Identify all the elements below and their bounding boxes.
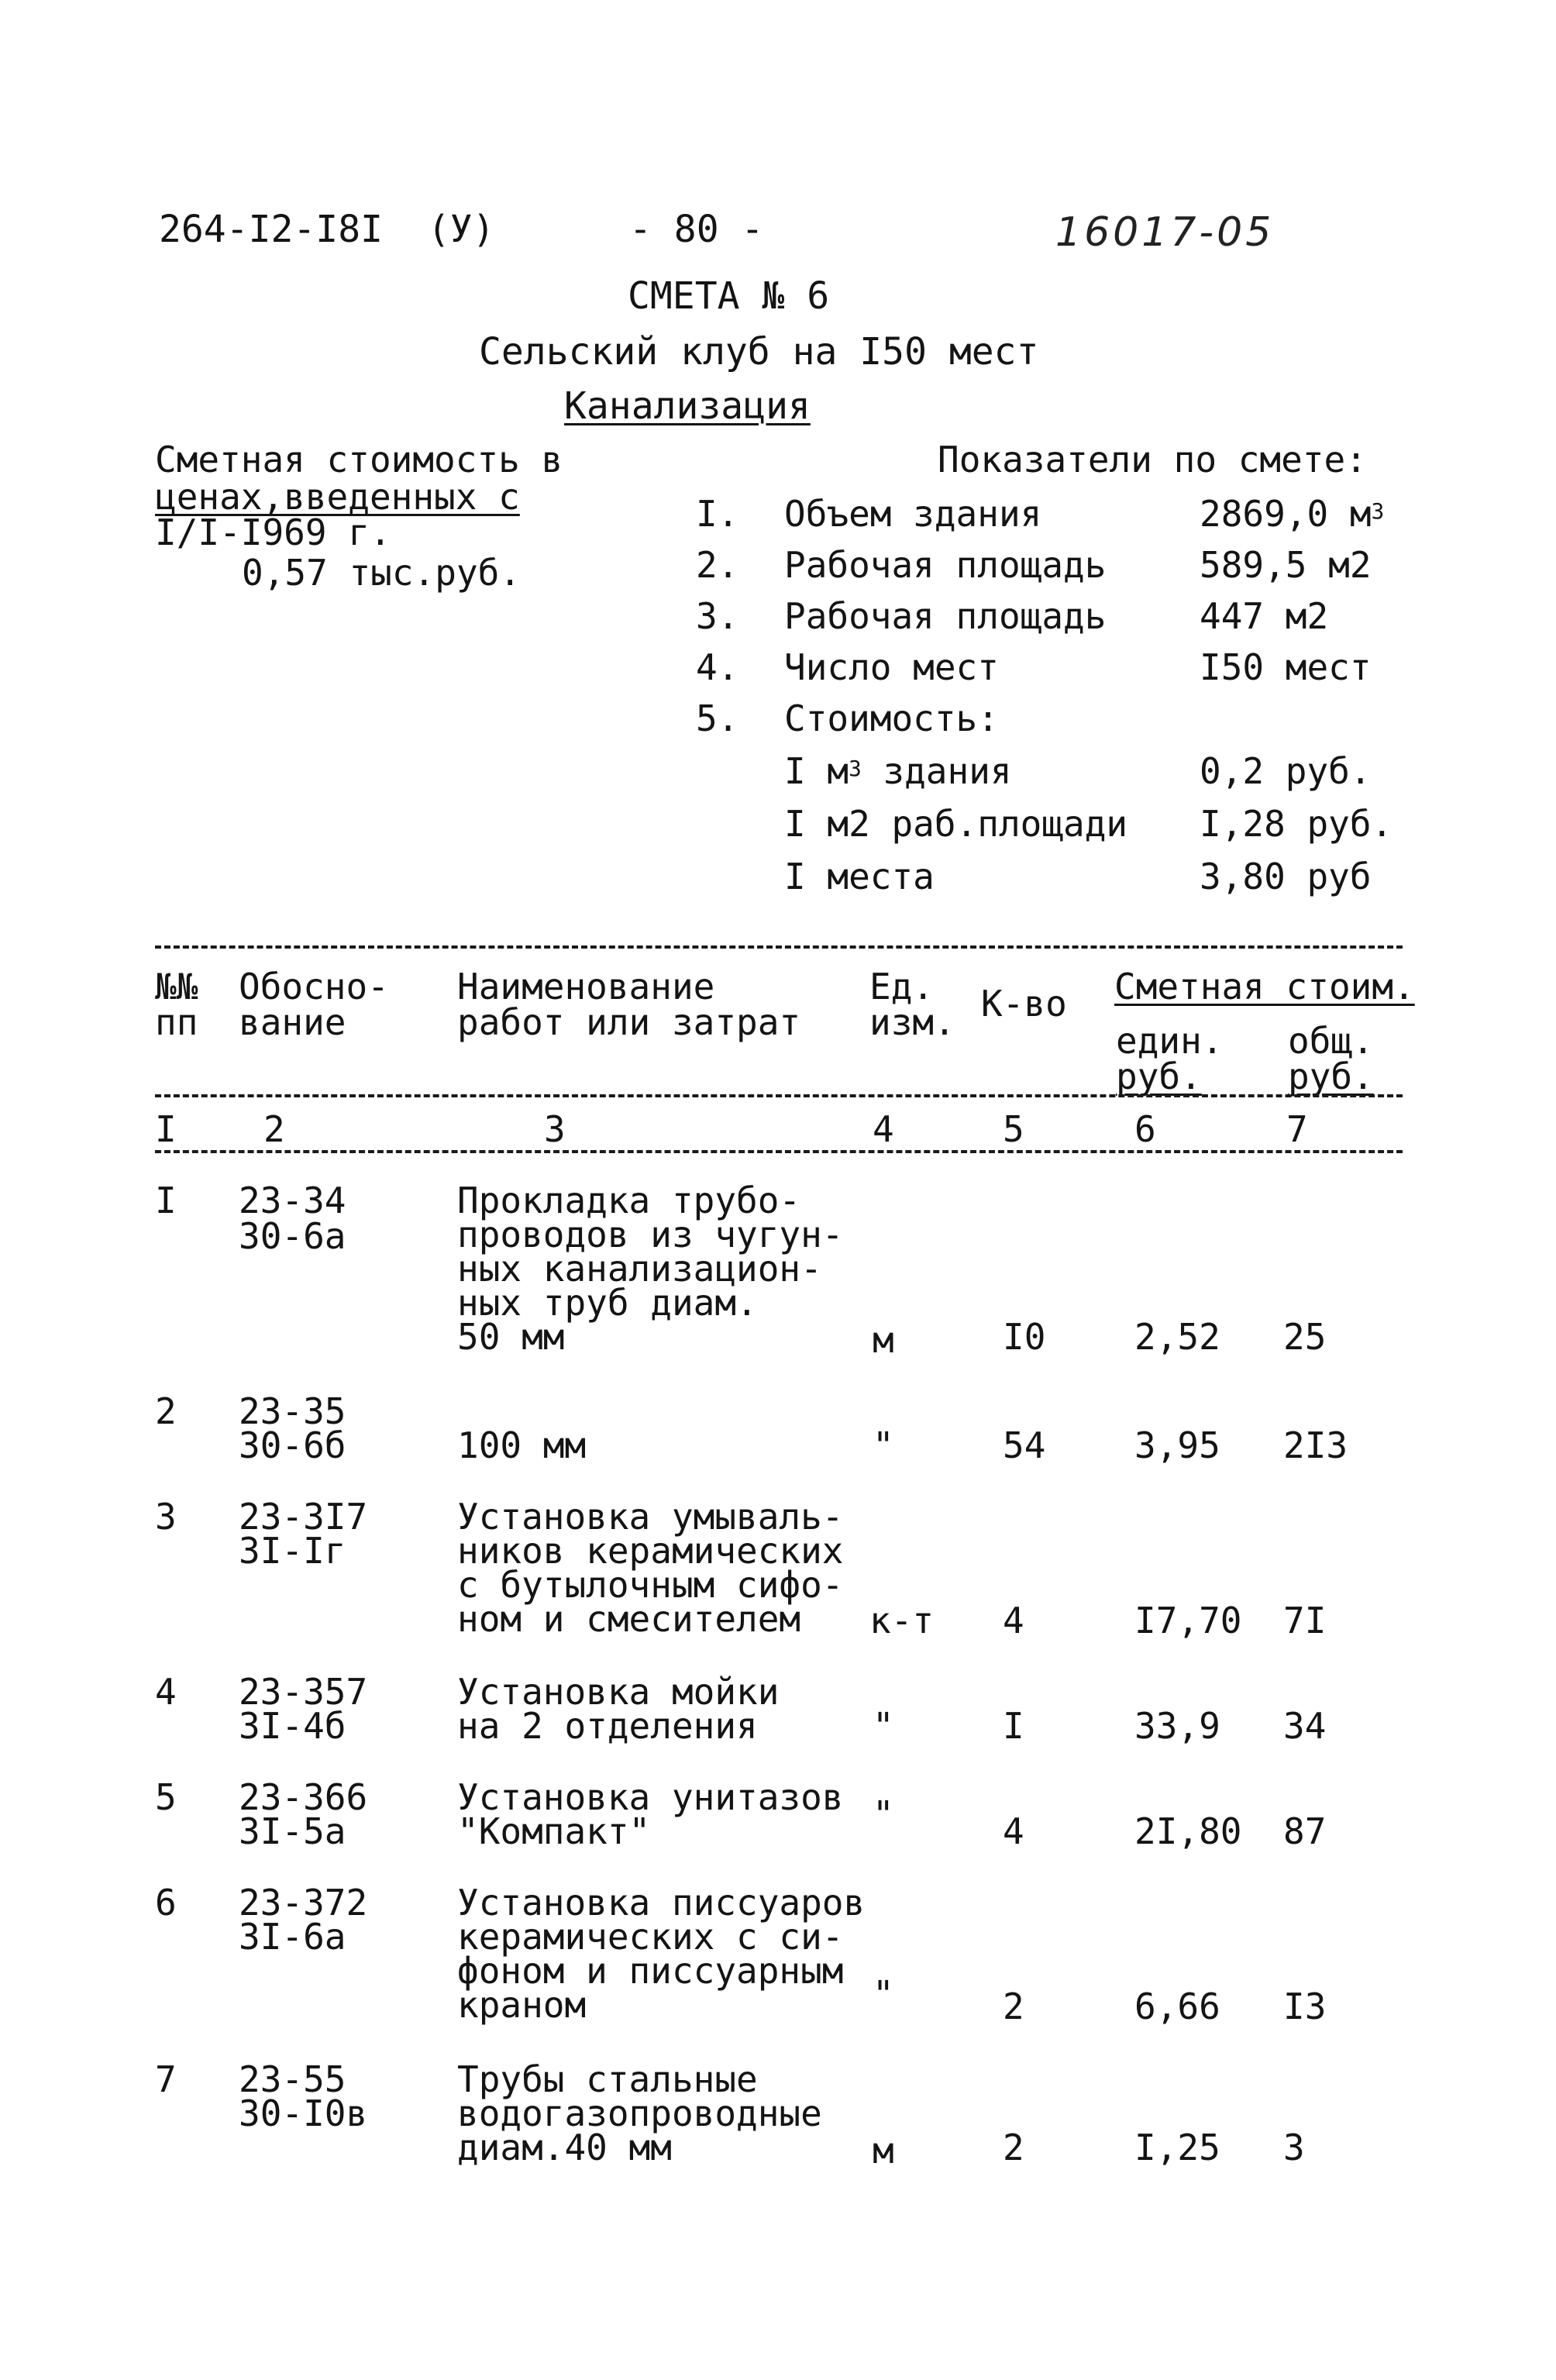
indicator-value: 589,5 м2 bbox=[1200, 544, 1372, 586]
row-desc: водогазопроводные bbox=[457, 2092, 822, 2134]
row-desc: Установка писсуаров bbox=[457, 1882, 866, 1924]
row-code-sub: 3I-5а bbox=[239, 1810, 346, 1852]
indicator-sub-value: 0,2 руб. bbox=[1200, 750, 1372, 792]
row-code-sub: 30-6а bbox=[239, 1215, 346, 1257]
row-qty: I0 bbox=[1003, 1316, 1046, 1358]
row-code: 23-34 bbox=[239, 1180, 346, 1221]
section-title: Канализация bbox=[564, 384, 811, 428]
indicator-sub-value: 3,80 руб bbox=[1200, 856, 1372, 897]
estimate-cost-line1: Сметная стоимость в bbox=[155, 439, 563, 480]
col-number: 5 bbox=[1003, 1108, 1024, 1150]
row-number: 6 bbox=[155, 1882, 177, 1924]
row-desc: Установка умываль- bbox=[457, 1496, 844, 1538]
row-qty: I bbox=[1003, 1705, 1024, 1747]
row-desc: 100 мм bbox=[457, 1424, 587, 1466]
indicator-label: Число мест bbox=[784, 646, 999, 688]
row-desc: Установка мойки bbox=[457, 1671, 780, 1713]
col7-header: общ. bbox=[1288, 1020, 1374, 1062]
indicator-sub-label: I $м^3$ здания bbox=[784, 750, 1012, 792]
row-unit-price: 2I,80 bbox=[1134, 1810, 1242, 1852]
col-number: 3 bbox=[544, 1108, 566, 1150]
indicator-num: 2. bbox=[696, 544, 739, 586]
table-header-rule bbox=[155, 1094, 1403, 1097]
row-unit: м bbox=[873, 2130, 894, 2172]
indicator-label: Объем здания bbox=[784, 493, 1042, 535]
row-desc: на 2 отделения bbox=[457, 1705, 758, 1747]
indicator-label: Стоимость: bbox=[784, 697, 999, 739]
row-unit: " bbox=[873, 1424, 894, 1466]
col4-header: Ед. bbox=[869, 966, 935, 1007]
row-total: 3 bbox=[1283, 2127, 1305, 2168]
row-code: 23-3I7 bbox=[239, 1496, 368, 1538]
row-qty: 54 bbox=[1003, 1424, 1046, 1466]
col-number-rule bbox=[155, 1150, 1403, 1153]
col3-header: Наименование bbox=[457, 966, 715, 1007]
row-number: I bbox=[155, 1180, 177, 1221]
row-number: 4 bbox=[155, 1671, 177, 1713]
row-code: 23-372 bbox=[239, 1882, 368, 1924]
col-number: I bbox=[155, 1108, 177, 1150]
row-unit: " bbox=[873, 1793, 894, 1835]
indicator-num: 4. bbox=[696, 646, 739, 688]
row-desc: "Компакт" bbox=[457, 1810, 651, 1852]
row-code-sub: 3I-4б bbox=[239, 1705, 346, 1747]
indicator-label: Рабочая площадь bbox=[784, 544, 1107, 586]
row-desc: проводов из чугун- bbox=[457, 1214, 844, 1255]
indicator-num: 5. bbox=[696, 697, 739, 739]
row-total: 25 bbox=[1283, 1316, 1327, 1358]
row-desc: краном bbox=[457, 1984, 587, 2026]
row-desc: 50 мм bbox=[457, 1316, 565, 1358]
col6-header: един. bbox=[1116, 1020, 1224, 1062]
page-number: - 80 - bbox=[629, 208, 764, 251]
indicator-value: 447 м2 bbox=[1200, 595, 1329, 637]
row-desc: Установка унитазов bbox=[457, 1776, 844, 1818]
row-desc: Трубы стальные bbox=[457, 2058, 758, 2100]
row-total: 87 bbox=[1283, 1810, 1327, 1852]
col3-header-sub: работ или затрат bbox=[457, 1001, 801, 1043]
row-total: 2I3 bbox=[1283, 1424, 1348, 1466]
row-unit: м bbox=[873, 1319, 894, 1361]
col-number: 6 bbox=[1134, 1108, 1156, 1150]
row-qty: 2 bbox=[1003, 2127, 1024, 2168]
col1-header-sub: пп bbox=[155, 1001, 198, 1043]
row-desc: ных канализацион- bbox=[457, 1248, 822, 1290]
row-number: 3 bbox=[155, 1496, 177, 1538]
row-total: 7I bbox=[1283, 1600, 1327, 1641]
row-code-sub: 30-6б bbox=[239, 1424, 346, 1466]
row-unit: " bbox=[873, 1705, 894, 1747]
indicator-sub-label: I места bbox=[784, 856, 935, 897]
col67-header: Сметная стоим. bbox=[1114, 966, 1415, 1007]
col-number: 2 bbox=[263, 1108, 285, 1150]
indicator-label: Рабочая площадь bbox=[784, 595, 1107, 637]
object-title: Сельский клуб на I50 мест bbox=[479, 330, 1039, 374]
row-desc: ников керамических bbox=[457, 1530, 844, 1572]
row-desc: фоном и писсуарным bbox=[457, 1950, 844, 1992]
row-code-sub: 3I-Iг bbox=[239, 1530, 346, 1572]
indicator-num: I. bbox=[696, 493, 739, 535]
row-total: 34 bbox=[1283, 1705, 1327, 1747]
estimate-cost-value: 0,57 тыс.руб. bbox=[242, 552, 522, 594]
col-number: 4 bbox=[873, 1108, 894, 1150]
handwritten-code: 16017-05 bbox=[1055, 209, 1275, 256]
col-number: 7 bbox=[1286, 1108, 1308, 1150]
row-desc: ном и смесителем bbox=[457, 1598, 801, 1640]
col1-header: №№ bbox=[155, 966, 198, 1007]
indicators-heading: Показатели по смете: bbox=[938, 439, 1367, 480]
row-code: 23-366 bbox=[239, 1776, 368, 1818]
row-unit: " bbox=[873, 1973, 894, 2015]
row-total: I3 bbox=[1283, 1986, 1327, 2027]
estimate-cost-line3: I/I-I969 г. bbox=[155, 511, 391, 553]
row-code: 23-357 bbox=[239, 1671, 368, 1713]
row-code: 23-55 bbox=[239, 2058, 346, 2100]
row-unit-price: 33,9 bbox=[1134, 1705, 1220, 1747]
row-unit-price: 6,66 bbox=[1134, 1986, 1220, 2027]
row-unit-price: 3,95 bbox=[1134, 1424, 1220, 1466]
row-code-sub: 3I-6а bbox=[239, 1916, 346, 1958]
row-number: 7 bbox=[155, 2058, 177, 2100]
row-code-sub: 30-I0в bbox=[239, 2092, 368, 2134]
row-qty: 4 bbox=[1003, 1600, 1024, 1641]
col2-header-sub: вание bbox=[239, 1001, 346, 1043]
row-desc: Прокладка трубо- bbox=[457, 1180, 801, 1221]
row-desc: керамических с си- bbox=[457, 1916, 844, 1958]
row-number: 2 bbox=[155, 1390, 177, 1432]
col6-header-sub: руб. bbox=[1116, 1056, 1202, 1097]
table-top-rule bbox=[155, 945, 1403, 949]
indicator-value: 2869,0 $м^3$ bbox=[1200, 493, 1385, 535]
row-unit-price: 2,52 bbox=[1134, 1316, 1220, 1358]
row-number: 5 bbox=[155, 1776, 177, 1818]
estimate-cost-line2: ценах,введенных с bbox=[155, 476, 520, 518]
row-desc: диам.40 мм bbox=[457, 2127, 672, 2168]
row-desc: с бутылочным сифо- bbox=[457, 1564, 844, 1606]
col2-header: Обосно- bbox=[239, 966, 389, 1007]
estimate-title: СМЕТА № 6 bbox=[628, 274, 830, 318]
row-code: 23-35 bbox=[239, 1390, 346, 1432]
indicator-sub-label: I м2 раб.площади bbox=[784, 803, 1128, 845]
col4-header-sub: изм. bbox=[869, 1001, 955, 1043]
indicator-sub-value: I,28 руб. bbox=[1200, 803, 1393, 845]
row-unit: к-т bbox=[869, 1600, 935, 1641]
row-unit-price: I,25 bbox=[1134, 2127, 1220, 2168]
indicator-num: 3. bbox=[696, 595, 739, 637]
col5-header: К-во bbox=[981, 983, 1067, 1025]
row-unit-price: I7,70 bbox=[1134, 1600, 1242, 1641]
col7-header-sub: руб. bbox=[1288, 1056, 1374, 1097]
row-qty: 2 bbox=[1003, 1986, 1024, 2027]
row-desc: ных труб диам. bbox=[457, 1282, 758, 1324]
indicator-value: I50 мест bbox=[1200, 646, 1372, 688]
doc-code: 264-I2-I8I (У) bbox=[159, 208, 495, 251]
row-qty: 4 bbox=[1003, 1810, 1024, 1852]
